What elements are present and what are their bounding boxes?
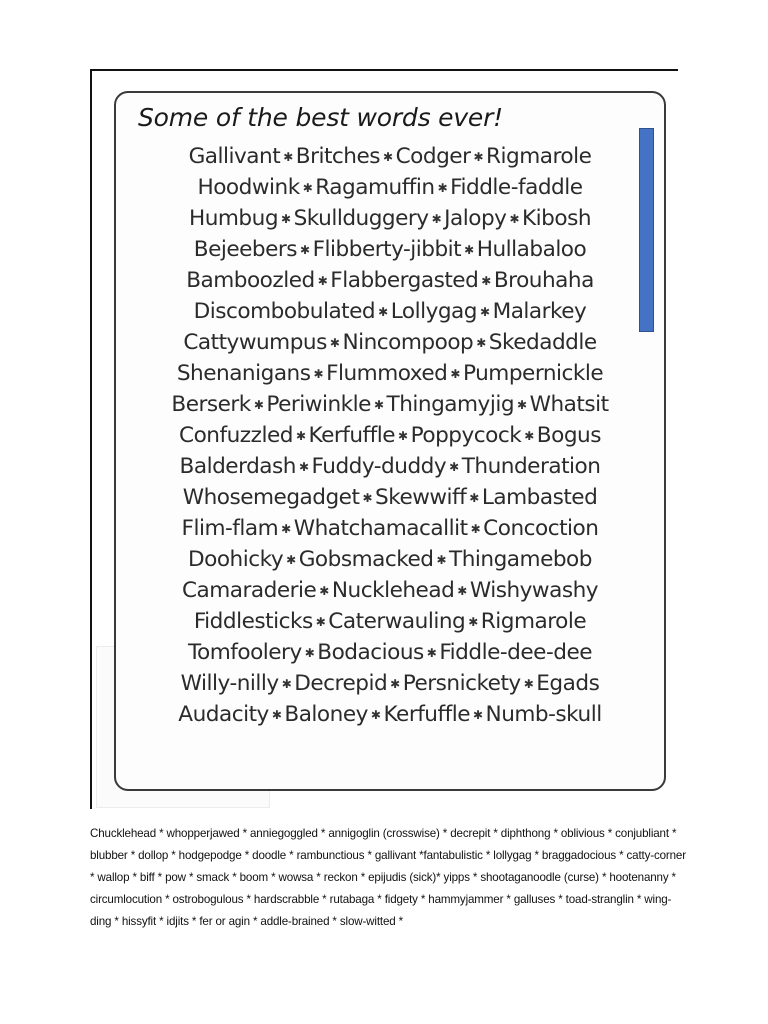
separator-asterisk: ✱ — [281, 212, 291, 226]
word: Audacity — [178, 702, 269, 727]
word: Cattywumpus — [183, 330, 327, 355]
word: Caterwauling — [328, 609, 466, 634]
separator-asterisk: ✱ — [464, 243, 474, 257]
word: Bejeebers — [193, 237, 298, 262]
separator-asterisk: ✱ — [523, 677, 534, 691]
caption-paragraph: Chucklehead * whopperjawed * anniegoggled * annigoglin (crosswise) * decrepit * diphthong * oblivious * conjubliant * blubber * dollop * hodgepodge * doodle * rambunctious * gallivant *fantabulistic * lollygag * braggadocious * catty-corner * wallop * biff * pow * smack * boom * wowsa * reckon * epijudis (sick)* yipps * shootaganoodle (curse) * hootenanny * circumlocution * ostrobogulous * hardscrabble * rutabaga * fidgety * hammyjammer * galluses * toad-stranglin * wing-ding * hissyfit * idjits * fer or agin * addle-brained * slow-witted * — [90, 827, 686, 928]
word: Shenanigans — [176, 361, 311, 386]
word: Nincompoop — [342, 330, 474, 355]
word: Pumpernickle — [462, 361, 604, 386]
word: Skedaddle — [488, 330, 597, 355]
separator-asterisk: ✱ — [271, 708, 282, 722]
word: Fiddle-dee-dee — [439, 640, 593, 665]
word: Flabbergasted — [330, 268, 479, 293]
word: Rigmarole — [486, 144, 592, 169]
word: Confuzzled — [179, 423, 293, 448]
word-line — [116, 637, 664, 668]
word: Periwinkle — [266, 392, 371, 417]
word-line — [116, 141, 664, 172]
separator-asterisk: ✱ — [468, 615, 478, 629]
separator-asterisk: ✱ — [390, 677, 400, 691]
word: Kibosh — [522, 206, 592, 231]
word-line — [116, 668, 664, 699]
word: Thunderation — [461, 454, 601, 479]
word-line — [116, 699, 664, 730]
word-line — [116, 234, 664, 265]
word: Brouhaha — [493, 268, 594, 293]
word-line — [116, 606, 664, 637]
word-line — [116, 513, 664, 544]
separator-asterisk: ✱ — [329, 336, 340, 350]
separator-asterisk: ✱ — [509, 212, 520, 226]
word-line — [116, 389, 664, 420]
word: Bogus — [536, 423, 601, 448]
word: Whosemegadget — [182, 485, 360, 510]
word-line — [116, 420, 664, 451]
word-line — [116, 327, 664, 358]
word: Thingamyjig — [386, 392, 515, 417]
word: Concoction — [483, 516, 599, 541]
word-line — [116, 482, 664, 513]
word: Whatchamacallit — [293, 516, 468, 541]
separator-asterisk: ✱ — [370, 708, 381, 722]
word: Discombobulated — [193, 299, 376, 324]
word-line — [116, 265, 664, 296]
separator-asterisk: ✱ — [319, 584, 329, 598]
separator-asterisk: ✱ — [362, 491, 372, 505]
word-card — [114, 91, 666, 791]
word: Kerfuffle — [308, 423, 396, 448]
word: Wishywashy — [469, 578, 599, 603]
word: Doohicky — [188, 547, 284, 572]
word-line — [116, 203, 664, 234]
separator-asterisk: ✱ — [315, 615, 326, 629]
word: Britches — [295, 144, 381, 169]
separator-asterisk: ✱ — [517, 398, 527, 412]
word: Lollygag — [390, 299, 477, 324]
separator-asterisk: ✱ — [298, 460, 309, 474]
word: Persnickety — [402, 671, 521, 696]
word: Camaraderie — [181, 578, 317, 603]
word: Fiddle-faddle — [450, 175, 583, 200]
separator-asterisk: ✱ — [437, 181, 448, 195]
word: Poppycock — [410, 423, 522, 448]
separator-asterisk: ✱ — [378, 305, 388, 319]
word: Malarkey — [492, 299, 587, 324]
word: Whatsit — [529, 392, 609, 417]
poster-photo — [90, 69, 678, 809]
word: Numb-skull — [485, 702, 602, 727]
separator-asterisk: ✱ — [295, 429, 306, 443]
separator-asterisk: ✱ — [436, 553, 447, 567]
word: Codger — [395, 144, 471, 169]
word: Flim-flam — [181, 516, 279, 541]
separator-asterisk: ✱ — [373, 398, 384, 412]
word: Rigmarole — [480, 609, 587, 634]
separator-asterisk: ✱ — [317, 274, 328, 288]
word: Lambasted — [481, 485, 598, 510]
separator-asterisk: ✱ — [302, 181, 313, 195]
separator-asterisk: ✱ — [476, 336, 486, 350]
word: Kerfuffle — [383, 702, 470, 727]
word-line — [116, 575, 664, 606]
separator-asterisk: ✱ — [281, 677, 292, 691]
word: Fiddlesticks — [193, 609, 313, 634]
separator-asterisk: ✱ — [457, 584, 467, 598]
separator-asterisk: ✱ — [481, 274, 491, 288]
separator-asterisk: ✱ — [450, 367, 460, 381]
word: Baloney — [284, 702, 368, 727]
word: Berserk — [171, 392, 251, 417]
word: Skewwiff — [375, 485, 467, 510]
separator-asterisk: ✱ — [313, 367, 324, 381]
separator-asterisk: ✱ — [253, 398, 264, 412]
word: Gallivant — [188, 144, 281, 169]
separator-asterisk: ✱ — [304, 646, 315, 660]
separator-asterisk: ✱ — [431, 212, 442, 226]
word-line — [116, 296, 664, 327]
word: Flummoxed — [326, 361, 448, 386]
word: Humbug — [188, 206, 279, 231]
word: Balderdash — [179, 454, 296, 479]
separator-asterisk: ✱ — [473, 150, 484, 164]
separator-asterisk: ✱ — [286, 553, 296, 567]
word: Tomfoolery — [187, 640, 302, 665]
separator-asterisk: ✱ — [300, 243, 310, 257]
word: Egads — [536, 671, 600, 696]
separator-asterisk: ✱ — [524, 429, 534, 443]
word-line — [116, 358, 664, 389]
word: Hullabaloo — [476, 237, 587, 262]
separator-asterisk: ✱ — [449, 460, 459, 474]
word-line — [116, 172, 664, 203]
word-line — [116, 544, 664, 575]
word: Fuddy-duddy — [311, 454, 447, 479]
word: Bodacious — [317, 640, 424, 665]
word: Nucklehead — [331, 578, 455, 603]
word: Decrepid — [294, 671, 388, 696]
separator-asterisk: ✱ — [480, 305, 490, 319]
card-title: Some of the best words ever! — [138, 103, 504, 132]
word: Ragamuffin — [315, 175, 435, 200]
separator-asterisk: ✱ — [281, 522, 291, 536]
word: Thingamebob — [449, 547, 592, 572]
separator-asterisk: ✱ — [283, 150, 293, 164]
word-lines — [116, 141, 664, 730]
separator-asterisk: ✱ — [426, 646, 437, 660]
word: Jalopy — [444, 206, 507, 231]
word: Skullduggery — [293, 206, 429, 231]
word: Hoodwink — [197, 175, 300, 200]
separator-asterisk: ✱ — [398, 429, 408, 443]
word: Gobsmacked — [298, 547, 434, 572]
separator-asterisk: ✱ — [472, 708, 483, 722]
separator-asterisk: ✱ — [470, 522, 481, 536]
word: Flibberty-jibbit — [312, 237, 462, 262]
separator-asterisk: ✱ — [383, 150, 393, 164]
separator-asterisk: ✱ — [469, 491, 479, 505]
word: Willy-nilly — [180, 671, 279, 696]
word: Bamboozled — [186, 268, 315, 293]
word-line — [116, 451, 664, 482]
blue-bar — [639, 128, 654, 332]
